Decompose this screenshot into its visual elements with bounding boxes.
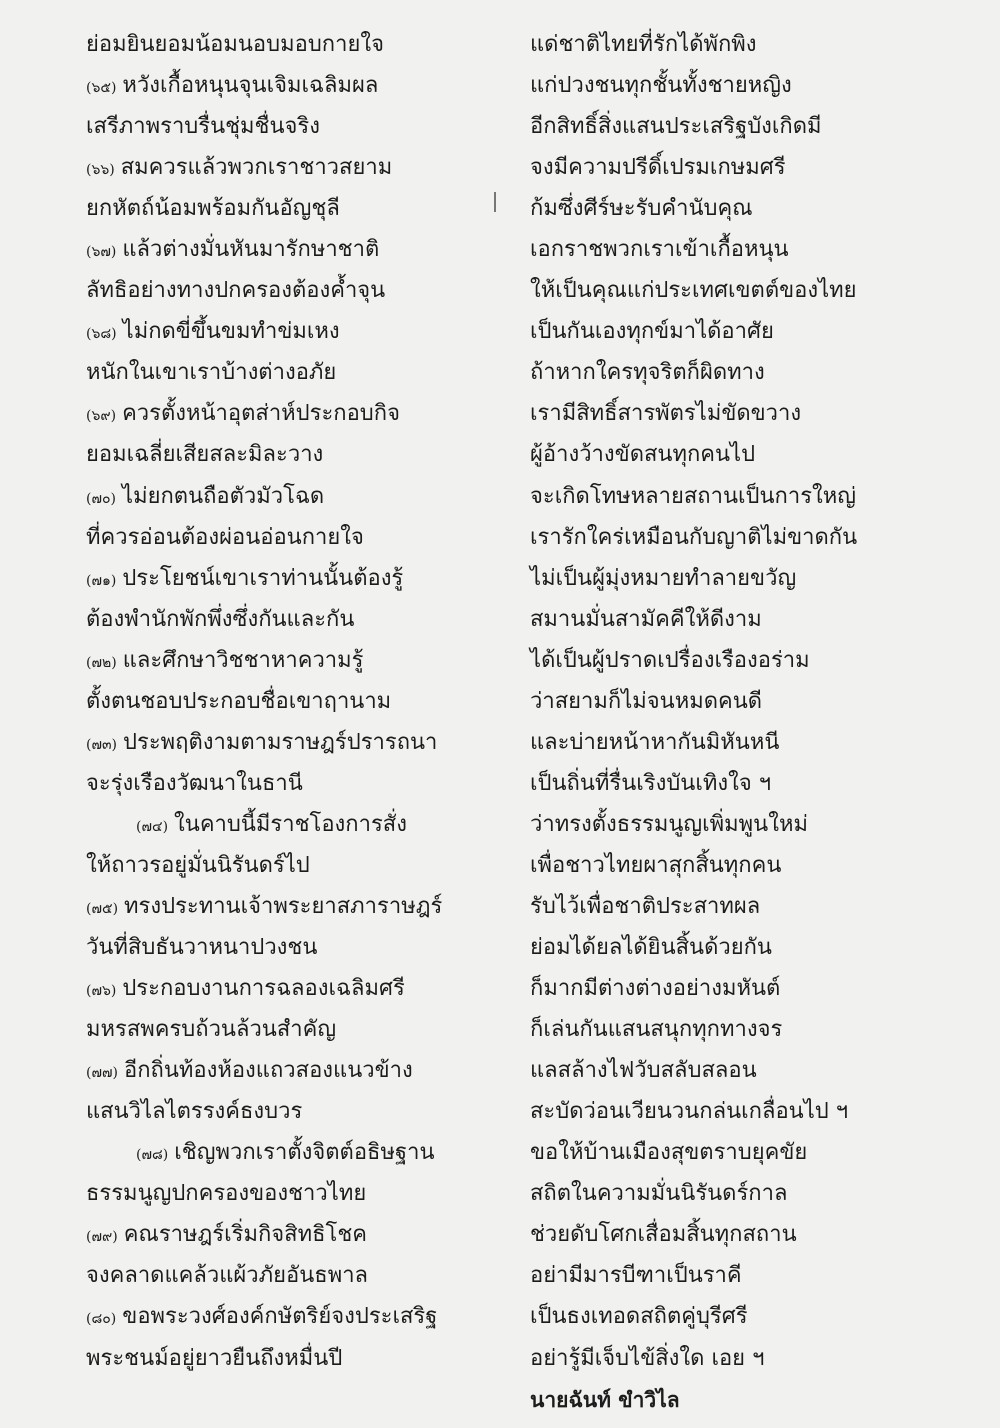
left-verse-line <box>86 886 486 927</box>
stanza-number: (๖๗) <box>86 244 117 261</box>
left-verse-line <box>86 476 486 517</box>
verse-text: ไม่ยกตนถือตัวมัวโฉด <box>122 483 325 509</box>
verse-text: ประกอบงานการฉลองเฉลิมศรี <box>122 976 405 1002</box>
verse-text: แล้วต่างมั่นหันมารักษาชาติ <box>122 237 380 263</box>
verse-text: มหรสพครบถ้วนล้วนสำคัญ <box>86 1017 337 1043</box>
right-verse-line: จงมีความปรีดิ์เปรมเกษมศรี <box>530 155 786 181</box>
right-verse-line: เรารักใคร่เหมือนกับญาติไม่ขาดกัน <box>530 524 858 550</box>
right-verse-line: ผู้อ้างว้างขัดสนทุกคนไป <box>530 442 756 468</box>
left-verse-line <box>86 1009 486 1050</box>
right-verse-line: ก้มซึ่งศีร์ษะรับคำนับคุณ <box>530 196 753 222</box>
left-verse-line <box>86 845 486 886</box>
left-verse-line <box>86 229 486 270</box>
verse-text: หวังเกื้อหนุนจุนเจิมเฉลิมผล <box>122 73 379 99</box>
stanza-number: (๗๕) <box>86 900 119 917</box>
verse-text: และศึกษาวิชชาหาความรู้ <box>122 647 364 673</box>
left-verse-line <box>86 927 486 968</box>
right-verse-line: แลสล้างไฟวับสลับสลอน <box>530 1058 757 1084</box>
left-verse-line <box>86 65 486 106</box>
left-verse-line <box>86 1296 486 1337</box>
right-verse-line: เป็นกันเองทุกข์มาได้อาศัย <box>530 319 774 345</box>
verse-text: ลัทธิอย่างทางปกครองต้องค้ำจุน <box>86 278 386 304</box>
verse-text: วันที่สิบธันวาหนาปวงชน <box>86 935 318 961</box>
verse-text: ต้องพำนักพักพึ่งซึ่งกันและกัน <box>86 606 355 632</box>
verse-text: ในคาบนี้มีราชโองการสั่ง <box>174 811 407 837</box>
right-verse-line: สถิตในความมั่นนิรันดร์กาล <box>530 1181 788 1207</box>
left-verse-line <box>86 640 486 681</box>
right-verse-line: เป็นถิ่นที่รื่นเริงบันเทิงใจ ฯ <box>530 770 772 796</box>
right-verse-line: อีกสิทธิ์สิ่งแสนประเสริฐบังเกิดมี <box>530 114 822 140</box>
verse-text: ตั้งตนชอบประกอบชื่อเขาฤานาม <box>86 688 392 714</box>
verse-text: จะรุ่งเรืองวัฒนาในธานี <box>86 770 303 796</box>
verse-text: จงคลาดแคล้วแผ้วภัยอันธพาล <box>86 1263 369 1289</box>
verse-text: ประโยชน์เขาเราท่านนั้นต้องรู้ <box>122 565 404 591</box>
left-verse-line <box>86 1050 486 1091</box>
stanza-number: (๖๙) <box>86 408 117 425</box>
right-verse-line: สมานมั่นสามัคคีให้ดีงาม <box>530 606 762 632</box>
verse-text: ยกหัตถ์น้อมพร้อมกันอัญชุลี <box>86 196 340 222</box>
right-verse-line: ช่วยดับโศกเสื่อมสิ้นทุกสถาน <box>530 1222 797 1248</box>
left-verse-line <box>86 681 486 722</box>
right-verse-line: ขอให้บ้านเมืองสุขตราบยุคขัย <box>530 1140 808 1166</box>
stanza-number: (๗๖) <box>86 983 117 1000</box>
left-verse-line <box>86 1255 486 1296</box>
left-verse-line <box>86 434 486 475</box>
right-column <box>530 24 950 1420</box>
verse-text: แสนวิไลไตรรงค์ธงบวร <box>86 1099 303 1125</box>
right-verse-line: อย่ารู้มีเจ็บไข้สิ่งใด เอย ฯ <box>530 1345 765 1371</box>
right-verse-line: ได้เป็นผู้ปราดเปรื่องเรืองอร่าม <box>530 647 810 673</box>
right-verse-line: เรามีสิทธิ์สารพัตรไม่ขัดขวาง <box>530 401 802 427</box>
right-verse-line: ก็เล่นกันแสนสนุกทุกทางจร <box>530 1017 783 1043</box>
verse-text: ขอพระวงศ์องค์กษัตริย์จงประเสริฐ <box>122 1304 438 1330</box>
left-verse-line <box>86 311 486 352</box>
left-verse-line <box>86 393 486 434</box>
right-verse-line: เพื่อชาวไทยผาสุกสิ้นทุกคน <box>530 852 782 878</box>
right-verse-line: เป็นธงเทอดสถิตคู่บุรีศรี <box>530 1304 748 1330</box>
stanza-number: (๖๕) <box>86 80 117 97</box>
verse-text: พระชนม์อยู่ยาวยืนถึงหมื่นปี <box>86 1345 343 1371</box>
left-verse-line <box>86 1173 486 1214</box>
right-verse-line: ว่าสยามก็ไม่จนหมดคนดี <box>530 688 763 714</box>
verse-text: คณราษฎร์เริ่มกิจสิทธิโชค <box>123 1222 367 1248</box>
right-verse-line: อย่ามีมารบีฑาเป็นราคี <box>530 1263 742 1289</box>
left-verse-line <box>86 270 486 311</box>
right-verse-line: ไม่เป็นผู้มุ่งหมายทำลายขวัญ <box>530 565 797 591</box>
verse-text: ควรตั้งหน้าอุตส่าห์ประกอบกิจ <box>122 401 400 427</box>
left-verse-line <box>86 1132 486 1173</box>
right-verse-line: ถ้าหากใครทุจริตก็ผิดทาง <box>530 360 765 386</box>
right-verse-line: แด่ชาติไทยที่รักได้พักพิง <box>530 32 757 57</box>
stanza-number: (๗๗) <box>86 1065 118 1082</box>
left-verse-line <box>86 147 486 188</box>
stanza-number: (๖๖) <box>86 162 115 179</box>
stanza-number: (๗๑) <box>86 572 117 589</box>
left-verse-line <box>86 24 486 65</box>
verse-text: ทรงประทานเจ้าพระยาสภาราษฎร์ <box>124 893 443 919</box>
stanza-number: (๘๐) <box>86 1311 117 1328</box>
left-verse-line <box>86 599 486 640</box>
verse-text: ธรรมนูญปกครองของชาวไทย <box>86 1181 367 1207</box>
verse-text: ย่อมยินยอมน้อมนอบมอบกายใจ <box>86 32 384 57</box>
stanza-number: (๗๐) <box>86 490 116 507</box>
stanza-number: (๖๘) <box>86 326 117 343</box>
left-verse-line <box>86 558 486 599</box>
verse-text: ยอมเฉลี่ยเสียสละมิละวาง <box>86 442 324 468</box>
right-verse-line: ก็มากมีต่างต่างอย่างมหันต์ <box>530 976 781 1002</box>
left-verse-line <box>86 106 486 147</box>
left-verse-line <box>86 968 486 1009</box>
left-verse-line <box>86 722 486 763</box>
stanza-number: (๗๒) <box>86 654 117 671</box>
stanza-number: (๗๙) <box>86 1229 118 1246</box>
left-verse-line <box>86 1214 486 1255</box>
right-verse-line: ว่าทรงตั้งธรรมนูญเพิ่มพูนใหม่ <box>530 811 808 837</box>
left-column <box>86 24 486 1379</box>
left-verse-line <box>86 1338 486 1379</box>
stanza-number: (๗๘) <box>136 1147 169 1164</box>
verse-text: ที่ควรอ่อนต้องผ่อนอ่อนกายใจ <box>86 524 364 550</box>
right-verse-line: ให้เป็นคุณแก่ประเทศเขตต์ของไทย <box>530 278 857 304</box>
verse-text: เชิญพวกเราตั้งจิตต์อธิษฐาน <box>174 1140 435 1166</box>
left-verse-line <box>86 517 486 558</box>
left-verse-line <box>86 352 486 393</box>
left-verse-line <box>86 188 486 229</box>
verse-text: ประพฤติงามตามราษฎร์ปรารถนา <box>123 729 438 755</box>
left-verse-line <box>86 1091 486 1132</box>
right-verse-line: สะบัดว่อนเวียนวนกล่นเกลื่อนไป ฯ <box>530 1099 849 1125</box>
stanza-number: (๗๓) <box>86 736 118 753</box>
verse-text: อีกถิ่นท้องห้องแถวสองแนวข้าง <box>123 1058 413 1084</box>
scan-mark <box>494 192 496 212</box>
verse-text: สมควรแล้วพวกเราชาวสยาม <box>120 155 393 181</box>
right-verse-line: ย่อมได้ยลได้ยินสิ้นด้วยกัน <box>530 935 772 961</box>
right-verse-line: แก่ปวงชนทุกชั้นทั้งชายหญิง <box>530 73 792 99</box>
verse-text: หนักในเขาเราบ้างต่างอภัย <box>86 360 337 386</box>
right-verse-line: และบ่ายหน้าหากันมิหันหนี <box>530 729 780 755</box>
right-verse-line: จะเกิดโทษหลายสถานเป็นการใหญ่ <box>530 483 857 509</box>
right-verse-line: รับไว้เพื่อชาติประสาทผล <box>530 893 761 919</box>
author-signature: นายฉันท์ ขำวิไล <box>530 1386 680 1412</box>
left-verse-line <box>86 804 486 845</box>
right-verse-line: เอกราชพวกเราเข้าเกื้อหนุน <box>530 237 789 263</box>
left-verse-line <box>86 763 486 804</box>
stanza-number: (๗๔) <box>136 818 169 835</box>
verse-text: ให้ถาวรอยู่มั่นนิรันดร์ไป <box>86 852 310 878</box>
verse-text: เสรีภาพราบรื่นชุ่มชื่นจริง <box>86 114 320 140</box>
verse-text: ไม่กดขี่ขึ้นขมทำข่มเหง <box>122 319 340 345</box>
